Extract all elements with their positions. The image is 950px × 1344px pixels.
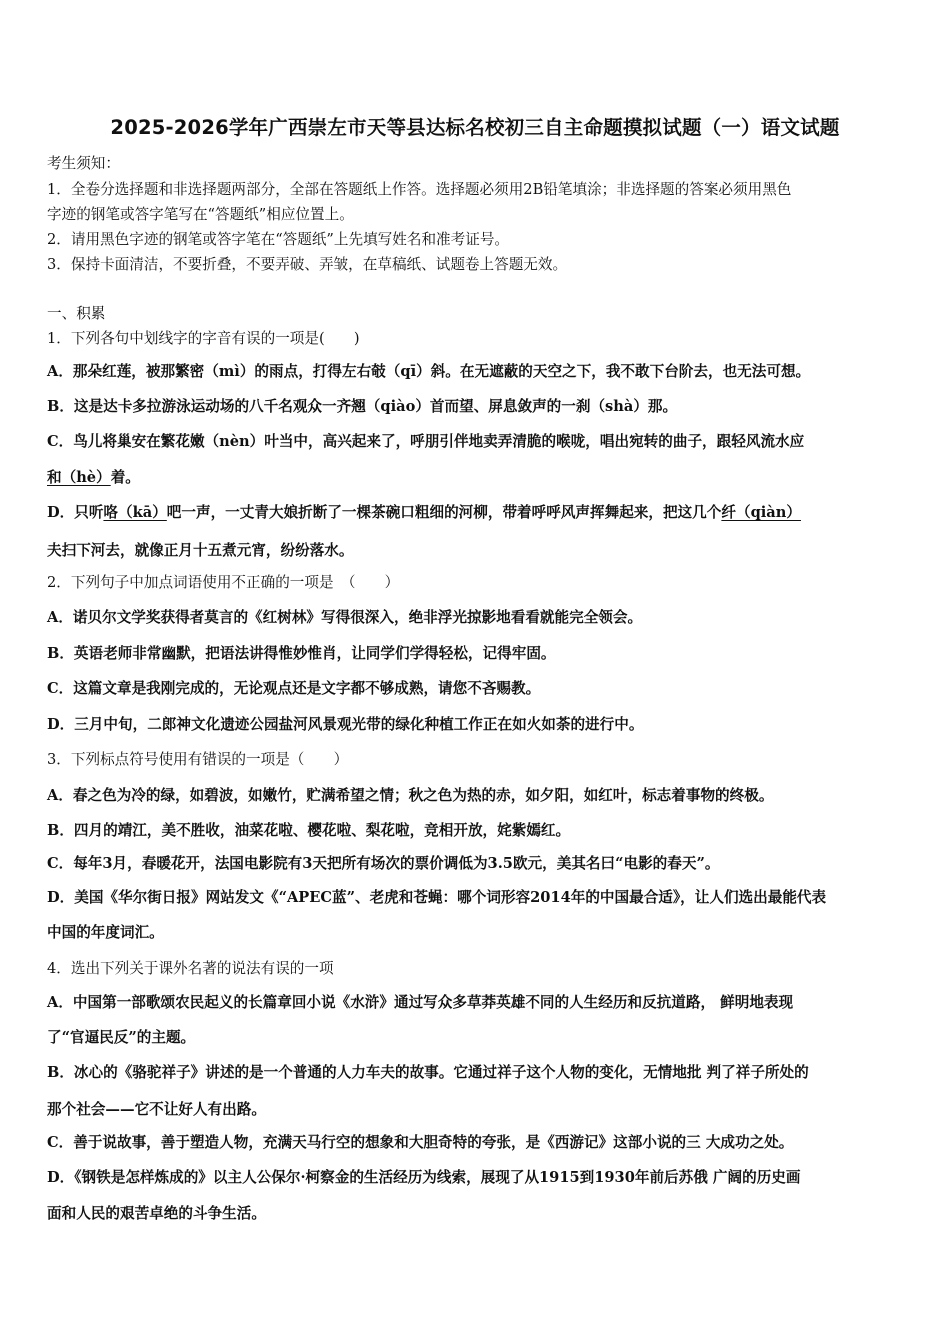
- question-4-option-d-cont: 面和人民的艰苦卓绝的斗争生活。: [47, 1205, 266, 1222]
- notice-item-3: 3．保持卡面清洁，不要折叠，不要弄破、弄皱，在草稿纸、试题卷上答题无效。: [47, 256, 568, 273]
- underlined-char: 咯（kā）: [103, 504, 167, 521]
- question-4-option-d: D．《钢铁是怎样炼成的》以主人公保尔·柯察金的生活经历为线索，展现了从1915到1930年前后苏俄 广阔的历史画: [47, 1169, 801, 1186]
- question-3-option-a: A．春之色为冷的绿，如碧波，如嫩竹，贮满希望之情；秋之色为热的赤，如夕阳，如红叶，标志着事物的终极。: [47, 787, 774, 804]
- section-heading: 一、积累: [47, 305, 106, 322]
- notice-heading: 考生须知：: [47, 155, 120, 172]
- question-2-stem: 2．下列句子中加点词语使用不正确的一项是 （ ）: [47, 574, 400, 591]
- question-3-stem: 3．下列标点符号使用有错误的一项是（ ）: [47, 751, 349, 768]
- question-1-option-d-cont: 夫扫下河去，就像正月十五煮元宵，纷纷落水。: [47, 542, 354, 559]
- question-1-stem: 1．下列各句中划线字的字音有误的一项是( ): [47, 330, 360, 347]
- question-3-option-c: C．每年3月，春暖花开，法国电影院有3天把所有场次的票价调低为3.5欧元，美其名曰“电影的春天”。: [47, 855, 720, 872]
- question-3-option-d-cont: 中国的年度词汇。: [47, 924, 164, 941]
- question-1-option-c: C．鸟儿将巢安在繁花嫩（nèn）叶当中，高兴起来了，呼朋引伴地卖弄清脆的喉咙，唱出宛转的曲子，跟轻风流水应: [47, 433, 805, 450]
- question-2-option-d: D．三月中旬，二郎神文化遗迹公园盐河风景观光带的绿化种植工作正在如火如荼的进行中。: [47, 716, 644, 733]
- question-4-option-a: A．中国第一部歌颂农民起义的长篇章回小说《水浒》通过写众多草莽英雄不同的人生经历和反抗道路， 鲜明地表现: [47, 994, 794, 1011]
- question-1-option-d: D．只听咯（kā）吧一声，一丈青大娘折断了一棵茶碗口粗细的河柳，带着呼呼风声挥舞起来，把这几个纤（qiàn）: [47, 504, 801, 521]
- underlined-char: 纤（qiàn）: [721, 504, 801, 521]
- question-4-option-b-cont: 那个社会——它不让好人有出路。: [47, 1101, 266, 1118]
- page-title: 2025-2026学年广西崇左市天等县达标名校初三自主命题摸拟试题（一）语文试题: [110, 116, 840, 139]
- question-4-option-c: C．善于说故事，善于塑造人物，充满天马行空的想象和大胆奇特的夸张，是《西游记》这部小说的三 大成功之处。: [47, 1134, 794, 1151]
- question-1-option-b: B．这是达卡多拉游泳运动场的八千名观众一齐翘（qiào）首而望、屏息敛声的一刹（shà）那。: [47, 398, 678, 415]
- question-2-option-c: C．这篇文章是我刚完成的，无论观点还是文字都不够成熟，请您不吝赐教。: [47, 680, 541, 697]
- question-2-option-a: A．诺贝尔文学奖获得者莫言的《红树林》写得很深入，绝非浮光掠影地看看就能完全领会。: [47, 609, 643, 626]
- question-3-option-d: D．美国《华尔街日报》网站发文《“APEC蓝”、老虎和苍蝇：哪个词形容2014年的中国最合适》，让人们选出最能代表: [47, 889, 827, 906]
- notice-item-1-cont: 字迹的钢笔或答字笔写在“答题纸”相应位置上。: [47, 206, 354, 223]
- question-4-option-b: B．冰心的《骆驼祥子》讲述的是一个普通的人力车夫的故事。它通过祥子这个人物的变化，无情地批 判了祥子所处的: [47, 1064, 809, 1081]
- notice-item-1: 1．全卷分选择题和非选择题两部分，全部在答题纸上作答。选择题必须用2B铅笔填涂；非选择题的答案必须用黑色: [47, 181, 792, 198]
- question-2-option-b: B．英语老师非常幽默，把语法讲得惟妙惟肖，让同学们学得轻松，记得牢固。: [47, 645, 556, 662]
- question-1-option-a: A．那朵红莲，被那繁密（mì）的雨点，打得左右攲（qī）斜。在无遮蔽的天空之下，我不敢下台阶去，也无法可想。: [47, 363, 811, 380]
- question-3-option-b: B．四月的靖江，美不胜收，油菜花啦、樱花啦、梨花啦，竞相开放，姹紫嫣红。: [47, 822, 571, 839]
- notice-item-2: 2．请用黑色字迹的钢笔或答字笔在“答题纸”上先填写姓名和准考证号。: [47, 231, 510, 248]
- underlined-char: 和（hè）: [47, 469, 111, 486]
- question-4-option-a-cont: 了“官逼民反”的主题。: [47, 1029, 196, 1046]
- question-1-option-c-cont: 和（hè）着。: [47, 469, 140, 486]
- question-4-stem: 4．选出下列关于课外名著的说法有误的一项: [47, 960, 334, 977]
